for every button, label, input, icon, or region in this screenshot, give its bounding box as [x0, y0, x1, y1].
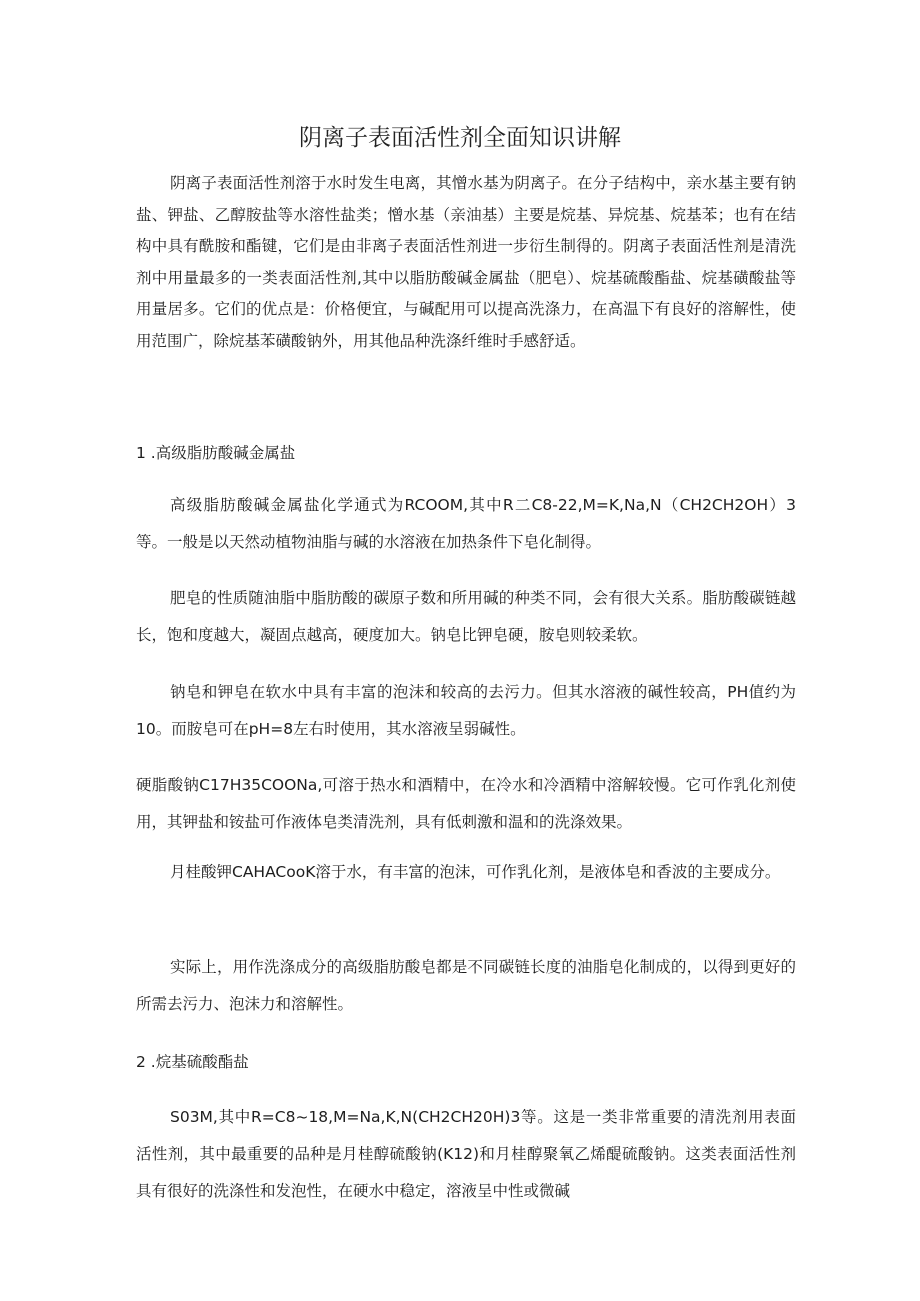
paragraph-sodium-potassium-soap: 钠皂和钾皂在软水中具有丰富的泡沫和较高的去污力。但其水溶液的碱性较高，PH值约为10。而胺皂可在pH=8左右时使用，其水溶液呈弱碱性。	[136, 683, 796, 738]
paragraph-potassium-laurate: 月桂酸钾CAHACooK溶于水，有丰富的泡沫，可作乳化剂，是液体皂和香波的主要成分。	[170, 863, 781, 881]
paragraph-soap-properties: 肥皂的性质随油脂中脂肪酸的碳原子数和所用碱的种类不同，会有很大关系。脂肪酸碳链越长，饱和度越大，凝固点越高，硬度加大。钠皂比钾皂硬，胺皂则较柔软。	[136, 589, 796, 644]
section-heading-2: 2 .烷基硫酸酯盐	[136, 1053, 249, 1071]
paragraph-practical-use: 实际上，用作洗涤成分的高级脂肪酸皂都是不同碳链长度的油脂皂化制成的，以得到更好的所需去污力、泡沫力和溶解性。	[136, 958, 796, 1013]
paragraph-alkyl-sulfate: S03M,其中R=C8~18,M=Na,K,N(CH2CH20H)3等。这是一类非常重要的清洗剂用表面活性剂，其中最重要的品种是月桂醇硫酸钠(K12)和月桂醇聚氧乙烯醍硫酸钠。这类表面活性剂具有很好的洗涤性和发泡性，在硬水中稳定，溶液呈中性或微碱	[136, 1108, 796, 1200]
paragraph-sodium-stearate: 硬脂酸钠C17H35COONa,可溶于热水和酒精中，在冷水和冷酒精中溶解较慢。它可作乳化剂使用，其钾盐和铵盐可作液体皂类清洗剂，具有低刺激和温和的洗涤效果。	[136, 776, 796, 831]
intro-paragraph: 阴离子表面活性剂溶于水时发生电离，其憎水基为阴离子。在分子结构中，亲水基主要有钠盐、钾盐、乙醇胺盐等水溶性盐类；憎水基（亲油基）主要是烷基、异烷基、烷基苯；也有在结构中具有酰胺和酯键，它们是由非离子表面活性剂进一步衍生制得的。阴离子表面活性剂是清洗剂中用量最多的一类表面活性剂,其中以脂肪酸碱金属盐（肥皂）、烷基硫酸酯盐、烷基磺酸盐等用量居多。它们的优点是：价格便宜，与碱配用可以提高洗涤力，在高温下有良好的溶解性，使用范围广，除烷基苯磺酸钠外，用其他品种洗涤纤维时手感舒适。	[136, 174, 796, 350]
section-heading-1: 1 .高级脂肪酸碱金属盐	[136, 444, 296, 462]
paragraph-formula: 高级脂肪酸碱金属盐化学通式为RCOOM,其中R二C8-22,M=K,Na,N（CH2CH2OH）3等。一般是以天然动植物油脂与碱的水溶液在加热条件下皂化制得。	[136, 496, 796, 551]
document-title: 阴离子表面活性剂全面知识讲解	[299, 125, 621, 151]
